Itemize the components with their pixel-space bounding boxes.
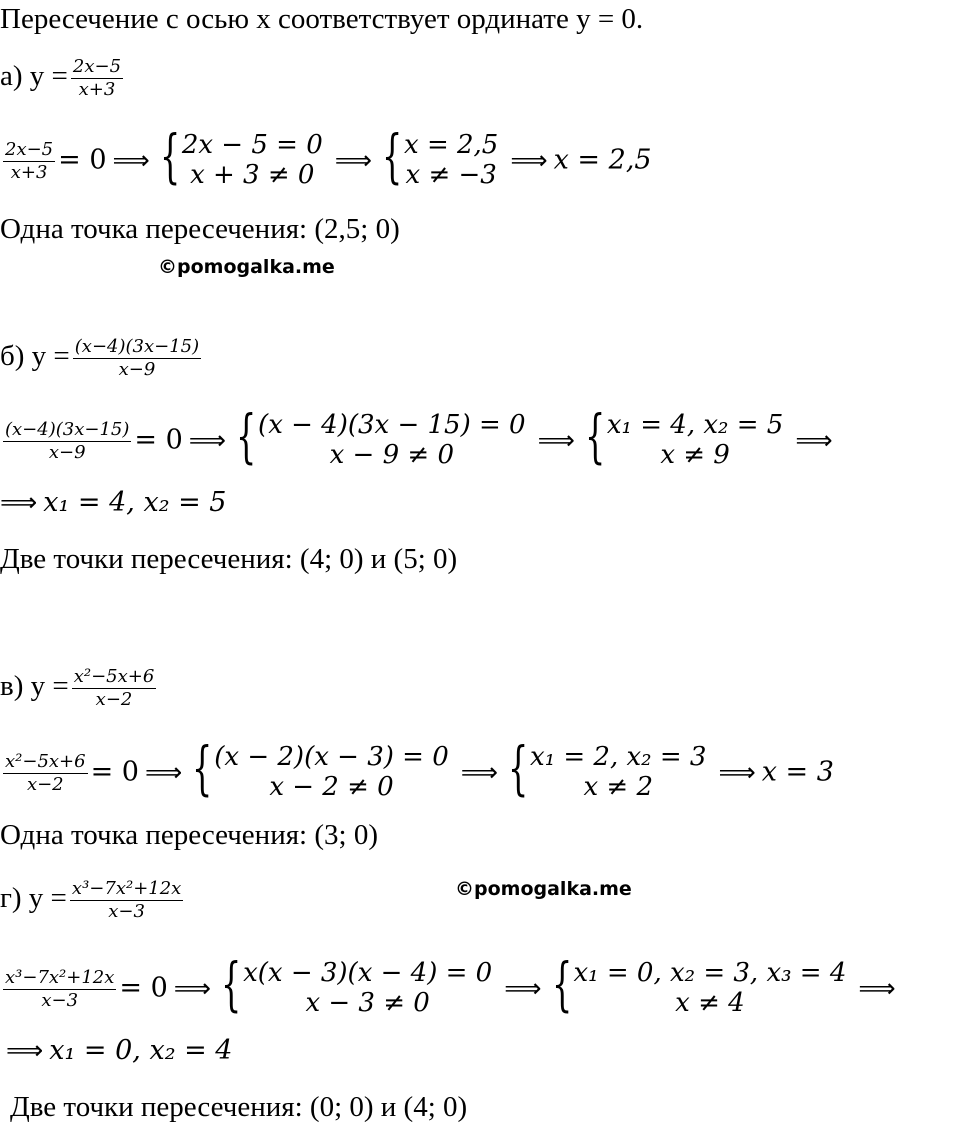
- part-a-system-2: { x = 2,5 x ≠ −3: [382, 122, 499, 190]
- part-d-continuation: [6, 1034, 232, 1068]
- part-b-fraction: [73, 336, 201, 381]
- part-b-system-1: { (x − 4)(3x − 15) = 0 x − 9 ≠ 0: [236, 402, 526, 470]
- part-d-eq-numerator: x³−7x²+12x: [5, 966, 115, 988]
- system-row: 2x − 5 = 0: [181, 130, 323, 160]
- implies-arrow: ⟹: [0, 488, 38, 518]
- part-c-label: в) y =: [0, 670, 69, 703]
- system-row: (x − 2)(x − 3) = 0: [214, 742, 449, 772]
- part-a-eq-numerator: 2x−5: [5, 138, 54, 160]
- implies-arrow: ⟹: [795, 425, 833, 456]
- part-d-solution: [0, 950, 902, 1020]
- part-a-label: а) y =: [0, 60, 68, 93]
- part-d-eq-denominator: x−3: [41, 989, 79, 1011]
- part-a-system-1: { 2x − 5 = 0 x + 3 ≠ 0: [159, 122, 323, 190]
- system-row: x(x − 3)(x − 4) = 0: [243, 958, 493, 988]
- part-c-result: x = 3: [761, 756, 834, 788]
- part-d-result: x₁ = 0, x₂ = 4: [49, 1035, 233, 1066]
- part-c-solution: [0, 734, 834, 804]
- part-a-eq-zero: = 0: [58, 144, 107, 176]
- part-d-system-2: { x₁ = 0, x₂ = 3, x₃ = 4 x ≠ 4: [551, 950, 847, 1018]
- part-a-result: x = 2,5: [553, 144, 652, 176]
- part-a-solution: [0, 122, 652, 192]
- part-a-numerator: 2x−5: [72, 56, 122, 77]
- system-row: x ≠ 4: [675, 988, 745, 1018]
- intro-text: Пересечение с осью x соответствует ординате y = 0.: [0, 3, 644, 35]
- part-a-answer: Одна точка пересечения: (2,5; 0): [0, 213, 400, 245]
- part-b-eq-zero: = 0: [134, 424, 183, 456]
- implies-arrow: ⟹: [188, 425, 227, 456]
- part-d-eq-fraction: [3, 967, 116, 1012]
- part-c-fraction: [72, 666, 157, 711]
- system-row: x₁ = 2, x₂ = 3: [530, 742, 707, 772]
- part-b-definition: [0, 336, 204, 381]
- part-b-result: x₁ = 4, x₂ = 5: [43, 487, 227, 518]
- part-d-denominator: x−3: [108, 901, 145, 922]
- part-b-solution: [0, 402, 839, 472]
- part-c-answer: Одна точка пересечения: (3; 0): [0, 819, 378, 851]
- part-b-label: б) y =: [0, 340, 70, 373]
- part-b-system-2: { x₁ = 4, x₂ = 5 x ≠ 9: [584, 402, 784, 470]
- part-d-definition: [0, 878, 186, 923]
- system-row: x₁ = 0, x₂ = 3, x₃ = 4: [573, 958, 847, 988]
- part-a-fraction: [71, 56, 123, 101]
- part-c-system-2: { x₁ = 2, x₂ = 3 x ≠ 2: [508, 734, 707, 802]
- watermark: ©pomogalka.me: [158, 256, 335, 278]
- part-c-eq-denominator: x−2: [26, 773, 64, 795]
- part-d-numerator: x³−7x²+12x: [71, 878, 182, 899]
- part-d-label: г) y =: [0, 882, 67, 915]
- part-b-eq-numerator: (x−4)(3x−15): [5, 418, 130, 440]
- watermark: ©pomogalka.me: [455, 878, 632, 900]
- implies-arrow: ⟹: [504, 973, 542, 1004]
- system-row: x − 2 ≠ 0: [269, 772, 394, 802]
- part-c-eq-zero: = 0: [90, 756, 139, 788]
- part-b-answer: Две точки пересечения: (4; 0) и (5; 0): [0, 543, 458, 575]
- implies-arrow: ⟹: [460, 757, 499, 788]
- part-a-denominator: x+3: [78, 79, 116, 100]
- part-b-eq-fraction: [3, 419, 131, 464]
- part-c-system-1: { (x − 2)(x − 3) = 0 x − 2 ≠ 0: [192, 734, 449, 802]
- system-row: x + 3 ≠ 0: [190, 160, 315, 190]
- implies-arrow: ⟹: [510, 145, 548, 176]
- part-a-eq-fraction: [3, 139, 55, 184]
- part-c-eq-numerator: x²−5x+6: [5, 750, 86, 772]
- system-row: x − 9 ≠ 0: [329, 440, 455, 470]
- part-a-eq-denominator: x+3: [10, 161, 48, 183]
- part-d-answer: Две точки пересечения: (0; 0) и (4; 0): [10, 1091, 468, 1123]
- implies-arrow: ⟹: [718, 757, 756, 788]
- implies-arrow: ⟹: [537, 425, 575, 456]
- implies-arrow: ⟹: [858, 973, 896, 1004]
- system-row: x = 2,5: [404, 130, 499, 160]
- part-b-numerator: (x−4)(3x−15): [74, 336, 200, 357]
- part-b-continuation: [0, 486, 226, 520]
- system-row: x ≠ −3: [405, 160, 497, 190]
- part-d-system-1: { x(x − 3)(x − 4) = 0 x − 3 ≠ 0: [221, 950, 493, 1018]
- implies-arrow: ⟹: [6, 1036, 44, 1066]
- part-c-eq-fraction: [3, 751, 88, 796]
- part-d-eq-zero: = 0: [119, 972, 168, 1004]
- part-b-eq-denominator: x−9: [48, 441, 86, 463]
- implies-arrow: ⟹: [334, 145, 373, 176]
- implies-arrow: ⟹: [112, 145, 150, 176]
- system-row: x ≠ 2: [583, 772, 653, 802]
- part-a-definition: [0, 56, 126, 101]
- system-row: x − 3 ≠ 0: [305, 988, 430, 1018]
- part-c-definition: [0, 666, 159, 711]
- part-d-fraction: [70, 878, 183, 923]
- implies-arrow: ⟹: [173, 973, 212, 1004]
- system-row: (x − 4)(3x − 15) = 0: [258, 410, 526, 440]
- part-c-denominator: x−2: [95, 689, 133, 710]
- part-b-denominator: x−9: [118, 359, 156, 380]
- system-row: x₁ = 4, x₂ = 5: [606, 410, 784, 440]
- implies-arrow: ⟹: [144, 757, 183, 788]
- system-row: x ≠ 9: [660, 440, 730, 470]
- part-c-numerator: x²−5x+6: [73, 666, 155, 687]
